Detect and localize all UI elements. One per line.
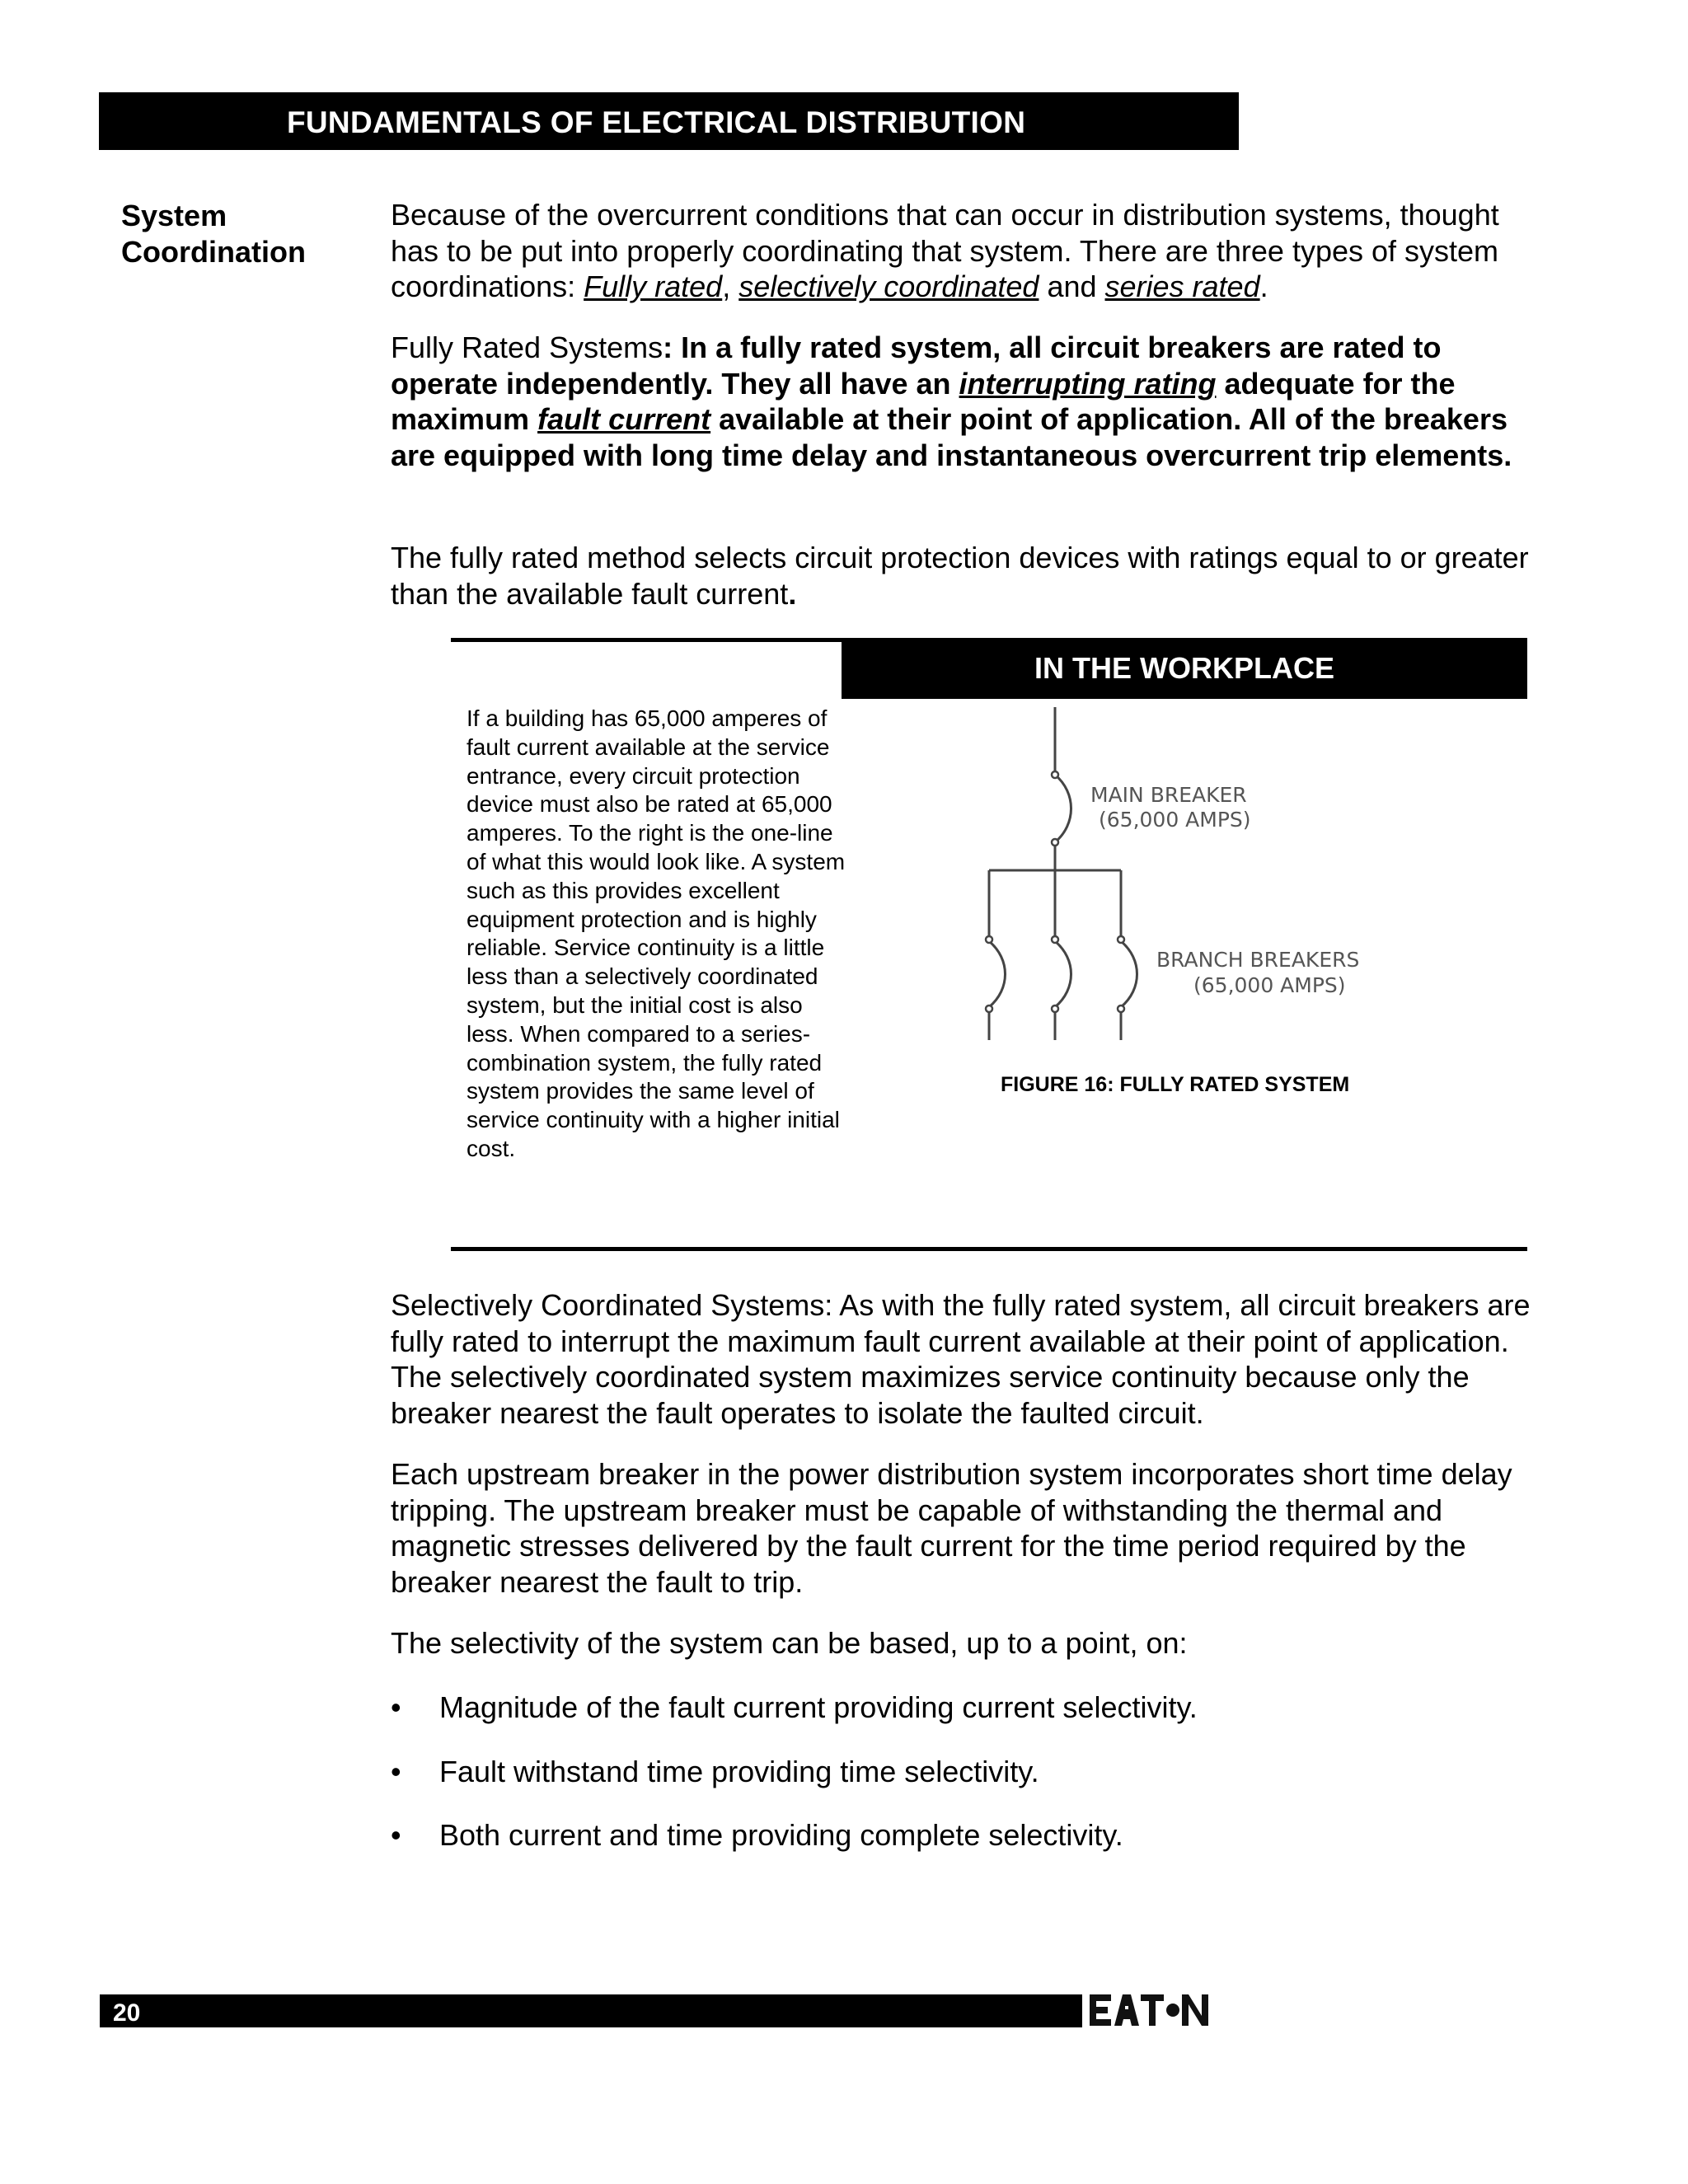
intro-text: Because of the overcurrent conditions that can occur in distribution systems, thought has to be put into properly coordinating that system. There are three types of system coordinations: bbox=[391, 198, 1499, 303]
bullet-icon: • bbox=[391, 1818, 401, 1852]
bullet-icon: • bbox=[391, 1755, 401, 1788]
section-title-line1: System bbox=[121, 199, 227, 232]
section-title bbox=[121, 198, 306, 270]
intro-paragraph bbox=[391, 197, 1545, 305]
one-line-diagram bbox=[973, 701, 1434, 1047]
method-paragraph bbox=[391, 540, 1545, 612]
selective-paragraph-1: Selectively Coordinated Systems: As with the fully rated system, all circuit breakers are fully rated to interrupt the maximum fault current available at their point of application. The selectively coordinated system maximizes service continuity because only the breaker nearest the fault operates to isolate the faulted circuit. bbox=[391, 1288, 1531, 1430]
selective-paragraph-2: Each upstream breaker in the power distribution system incorporates short time delay tripping. The upstream breaker must be capable of withstanding the thermal and magnetic stresses delivered by the fault current for the time period required by the breaker nearest the fault to trip. bbox=[391, 1457, 1512, 1599]
eaton-logo bbox=[1088, 1991, 1212, 2029]
fully-rated-bold1: In a fully rated system, all circuit breakers are rated to operate independently. They all have an bbox=[391, 330, 1442, 401]
main-breaker-symbol bbox=[1055, 775, 1071, 842]
fully-rated-bold3: available at their point of application. All of the breakers are equipped with long time delay and instantaneous overcurrent trip elements. bbox=[391, 402, 1512, 472]
link-interrupting-rating[interactable]: interrupting rating bbox=[959, 366, 1217, 401]
main-breaker-rating: (65,000 AMPS) bbox=[1099, 808, 1251, 832]
header-bar bbox=[99, 92, 1239, 150]
fully-rated-paragraph bbox=[391, 330, 1545, 473]
link-selectively-coordinated[interactable]: selectively coordinated bbox=[738, 269, 1039, 303]
page-title: FUNDAMENTALS OF ELECTRICAL DISTRIBUTION bbox=[287, 105, 1026, 139]
page-number: 20 bbox=[113, 1999, 141, 2027]
selective-paragraph-3: The selectivity of the system can be based, up to a point, on: bbox=[391, 1626, 1188, 1660]
main-breaker-label: MAIN BREAKER bbox=[1090, 783, 1247, 807]
figure-caption: FIGURE 16: FULLY RATED SYSTEM bbox=[1001, 1073, 1350, 1096]
link-fully-rated[interactable]: Fully rated bbox=[584, 269, 723, 303]
workplace-bottom-rule bbox=[451, 1247, 1527, 1251]
workplace-banner-label: IN THE WORKPLACE bbox=[1034, 651, 1334, 685]
method-text: The fully rated method selects circuit protection devices with ratings equal to or greater than the available fault current bbox=[391, 541, 1529, 611]
fully-rated-bold2: adequate for the maximum bbox=[391, 366, 1456, 436]
link-fault-current[interactable]: fault current bbox=[537, 402, 711, 436]
branch-breaker-symbol-3 bbox=[1121, 941, 1137, 1007]
section-title-line2: Coordination bbox=[121, 235, 306, 269]
branch-breaker-symbol-2 bbox=[1055, 941, 1071, 1007]
footer-bar bbox=[100, 1994, 1082, 2027]
intro-sep2: and bbox=[1039, 269, 1105, 303]
list-item-text: Fault withstand time providing time selectivity. bbox=[439, 1755, 1039, 1788]
method-end: . bbox=[788, 576, 797, 611]
fully-rated-colon: : bbox=[663, 330, 682, 364]
branch-breaker-symbol-1 bbox=[989, 941, 1006, 1007]
intro-end: . bbox=[1259, 269, 1268, 303]
list-item-text: Both current and time providing complete selectivity. bbox=[439, 1818, 1123, 1852]
intro-sep1: , bbox=[722, 269, 739, 303]
link-series-rated[interactable]: series rated bbox=[1104, 269, 1260, 303]
workplace-callout-text: If a building has 65,000 amperes of fault current available at the service entrance, every circuit protection device must also be rated at 65,000 amperes. To the right is the one-line of what this would look like. A system such as this provides excellent equipment protection and is highly reliable. Service continuity is a little less than a selectively coordinated system, but the initial cost is also less. When compared to a series-combination system, the fully rated system provides the same level of service continuity with a higher initial cost. bbox=[467, 705, 846, 1161]
bullet-icon: • bbox=[391, 1690, 401, 1724]
branch-breakers-rating: (65,000 AMPS) bbox=[1193, 973, 1346, 997]
workplace-banner bbox=[842, 641, 1527, 699]
branch-breakers-label: BRANCH BREAKERS bbox=[1156, 948, 1360, 972]
list-item-text: Magnitude of the fault current providing current selectivity. bbox=[439, 1690, 1198, 1724]
fully-rated-lead: Fully Rated Systems bbox=[391, 330, 663, 364]
